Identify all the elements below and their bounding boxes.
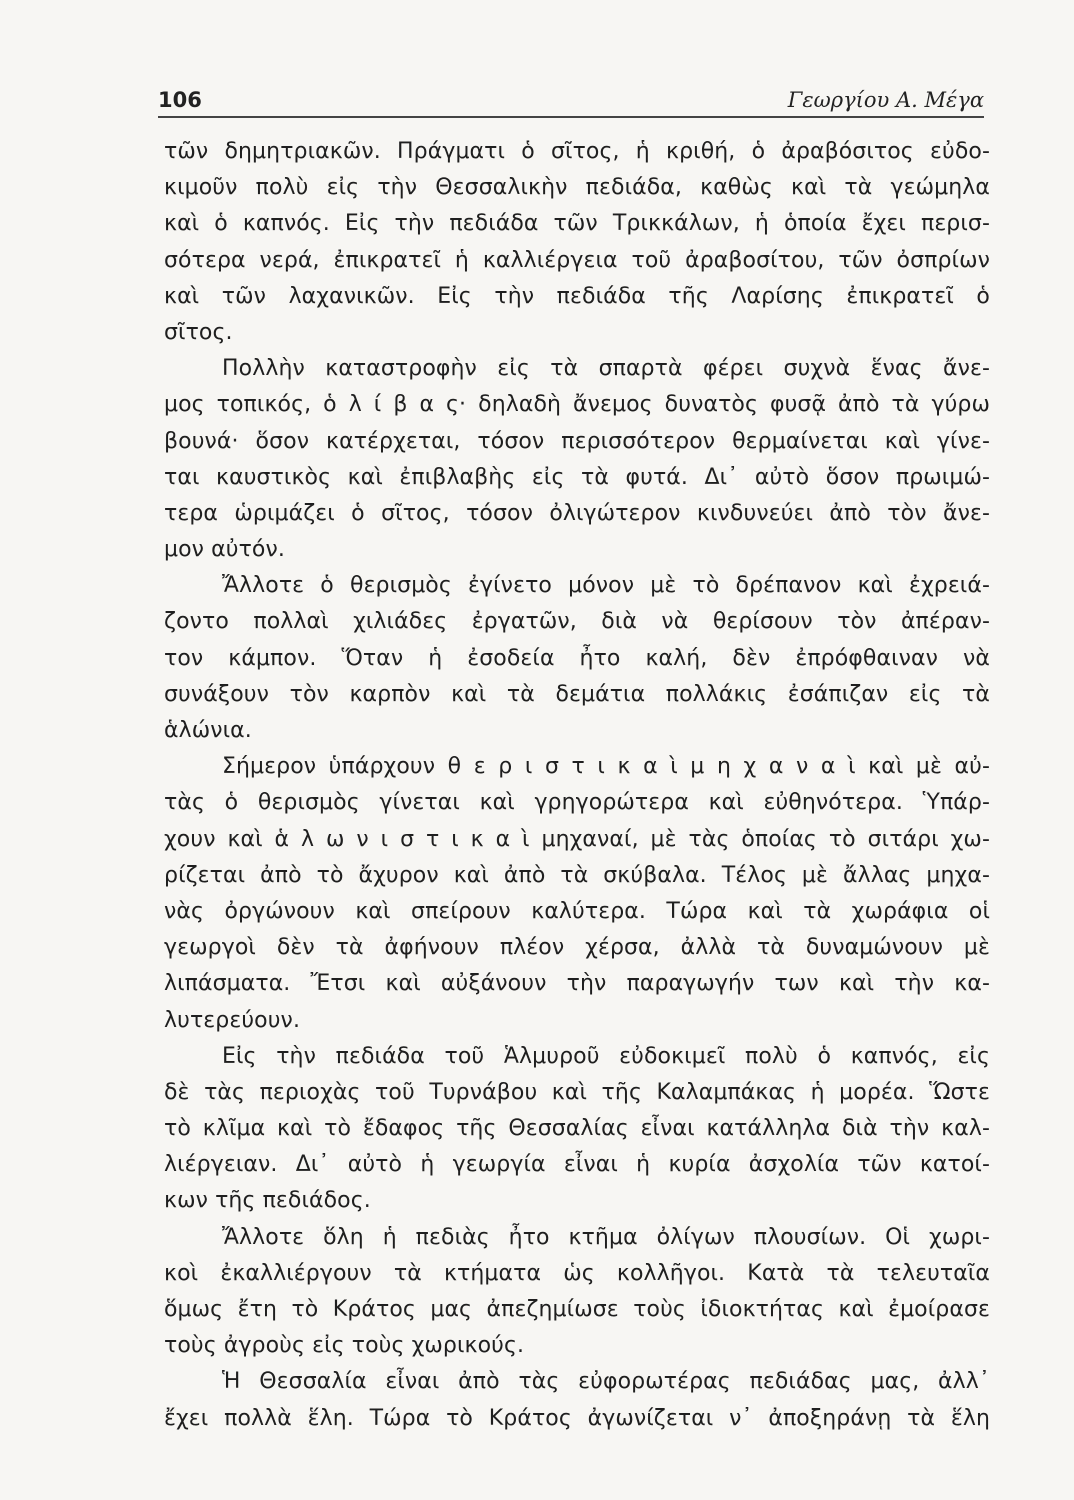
text-line: κιμοῦν πολὺ εἰς τὴν Θεσσαλικὴν πεδιάδα, καθὼς καὶ τὰ γεώμηλα xyxy=(164,175,990,201)
text-line: ὅμως ἔτη τὸ Κράτος μας ἀπεζημίωσε τοὺς ἰδιοκτήτας καὶ ἐμοίρασε xyxy=(164,1297,990,1322)
text-line: τὸ κλῖμα καὶ τὸ ἔδαφος τῆς Θεσσαλίας εἶναι κατάλληλα διὰ τὴν καλ- xyxy=(164,1116,990,1142)
text-line: βουνά· ὅσον κατέρχεται, τόσον περισσότερον θερμαίνεται καὶ γίνε- xyxy=(164,428,990,454)
text-line: μον αὐτόν. xyxy=(164,537,285,563)
paragraph xyxy=(164,1364,990,1436)
text-line: τον κάμπον. Ὅταν ἡ ἐσοδεία ἦτο καλή, δὲν ἐπρόφθαιναν νὰ xyxy=(164,645,990,671)
paragraph xyxy=(164,134,990,351)
text-line: Ἡ Θεσσαλία εἶναι ἀπὸ τὰς εὐφορωτέρας πεδιάδας μας, ἀλλ᾿ xyxy=(222,1369,990,1395)
text-line: ται καυστικὸς καὶ ἐπιβλαβὴς εἰς τὰ φυτά. Δι᾿ αὐτὸ ὅσον πρωιμώ- xyxy=(164,464,990,490)
paragraph xyxy=(164,351,990,568)
text-line: κοὶ ἐκαλλιέργουν τὰ κτήματα ὡς κολλῆγοι. Κατὰ τὰ τελευταῖα xyxy=(164,1260,990,1286)
text-line: τὰς ὁ θερισμὸς γίνεται καὶ γρηγορώτερα καὶ εὐθηνότερα. Ὑπάρ- xyxy=(164,790,990,816)
text-line: σῖτος. xyxy=(164,319,233,345)
text-line: λυτερεύουν. xyxy=(164,1007,301,1033)
text-line: χουν καὶ ἁ λ ω ν ι σ τ ι κ α ὶ μηχαναί, μὲ τὰς ὁποίας τὸ σιτάρι χω- xyxy=(164,826,990,852)
text-line: λιέργειαν. Δι᾿ αὐτὸ ἡ γεωργία εἶναι ἡ κυρία ἀσχολία τῶν κατοί- xyxy=(164,1152,990,1178)
text-line: γεωργοὶ δὲν τὰ ἀφήνουν πλέον χέρσα, ἀλλὰ τὰ δυναμώνουν μὲ xyxy=(164,935,990,961)
text-line: τοὺς ἀγροὺς εἰς τοὺς χωρικούς. xyxy=(164,1333,525,1359)
paragraph xyxy=(164,1220,990,1365)
text-line: καὶ τῶν λαχανικῶν. Εἰς τὴν πεδιάδα τῆς Λαρίσης ἐπικρατεῖ ὁ xyxy=(164,283,990,309)
text-line: Πολλὴν καταστροφὴν εἰς τὰ σπαρτὰ φέρει συχνὰ ἕνας ἄνε- xyxy=(222,356,990,382)
text-line: κων τῆς πεδιάδος. xyxy=(164,1188,371,1214)
text-line: καὶ ὁ καπνός. Εἰς τὴν πεδιάδα τῶν Τρικκάλων, ἡ ὁποία ἔχει περισ- xyxy=(164,211,990,237)
paragraph xyxy=(164,1039,990,1220)
page-number: 106 xyxy=(158,88,202,112)
text-line: Ἄλλοτε ὁ θερισμὸς ἐγίνετο μόνον μὲ τὸ δρέπανον καὶ ἐχρειά- xyxy=(222,573,990,599)
header-rule xyxy=(158,116,984,118)
text-line: δὲ τὰς περιοχὰς τοῦ Τυρνάβου καὶ τῆς Καλαμπάκας ἡ μορέα. Ὥστε xyxy=(164,1079,990,1105)
text-line: Σήμερον ὑπάρχουν θ ε ρ ι σ τ ι κ α ὶ μ η χ α ν α ὶ καὶ μὲ αὐ- xyxy=(222,754,990,780)
text-line: τερα ὡριμάζει ὁ σῖτος, τόσον ὀλιγώτερον κινδυνεύει ἀπὸ τὸν ἄνε- xyxy=(164,500,990,526)
text-line: ἔχει πολλὰ ἕλη. Τώρα τὸ Κράτος ἀγωνίζεται ν᾿ ἀποξηράνῃ τὰ ἕλη xyxy=(164,1405,990,1431)
text-line: τῶν δημητριακῶν. Πράγματι ὁ σῖτος, ἡ κριθή, ὁ ἀραβόσιτος εὐδο- xyxy=(164,139,990,164)
text-line: νὰς ὀργώνουν καὶ σπείρουν καλύτερα. Τώρα καὶ τὰ χωράφια οἱ xyxy=(164,898,990,924)
text-line: ζοντο πολλαὶ χιλιάδες ἐργατῶν, διὰ νὰ θερίσουν τὸν ἀπέραν- xyxy=(164,609,990,635)
text-line: σότερα νερά, ἐπικρατεῖ ἡ καλλιέργεια τοῦ ἀραβοσίτου, τῶν ὀσπρίων xyxy=(164,247,990,273)
text-line: συνάξουν τὸν καρπὸν καὶ τὰ δεμάτια πολλάκις ἐσάπιζαν εἰς τὰ xyxy=(164,681,990,707)
text-line: λιπάσματα. Ἔτσι καὶ αὐξάνουν τὴν παραγωγήν των καὶ τὴν κα- xyxy=(164,971,990,997)
text-line: ἁλώνια. xyxy=(164,718,252,743)
body-text xyxy=(164,134,990,1437)
running-head: Γεωργίου Α. Μέγα xyxy=(787,88,984,112)
page-header xyxy=(158,78,984,112)
paragraph xyxy=(164,749,990,1039)
text-line: Εἰς τὴν πεδιάδα τοῦ Ἁλμυροῦ εὐδοκιμεῖ πολὺ ὁ καπνός, εἰς xyxy=(222,1043,990,1069)
paragraph xyxy=(164,568,990,749)
text-line: μος τοπικός, ὁ λ ί β α ς· δηλαδὴ ἄνεμος δυνατὸς φυσᾷ ἀπὸ τὰ γύρω xyxy=(164,392,990,418)
text-line: Ἄλλοτε ὅλη ἡ πεδιὰς ἦτο κτῆμα ὀλίγων πλουσίων. Οἱ χωρι- xyxy=(222,1224,990,1250)
text-line: ρίζεται ἀπὸ τὸ ἄχυρον καὶ ἀπὸ τὰ σκύβαλα. Τέλος μὲ ἄλλας μηχα- xyxy=(164,862,990,888)
